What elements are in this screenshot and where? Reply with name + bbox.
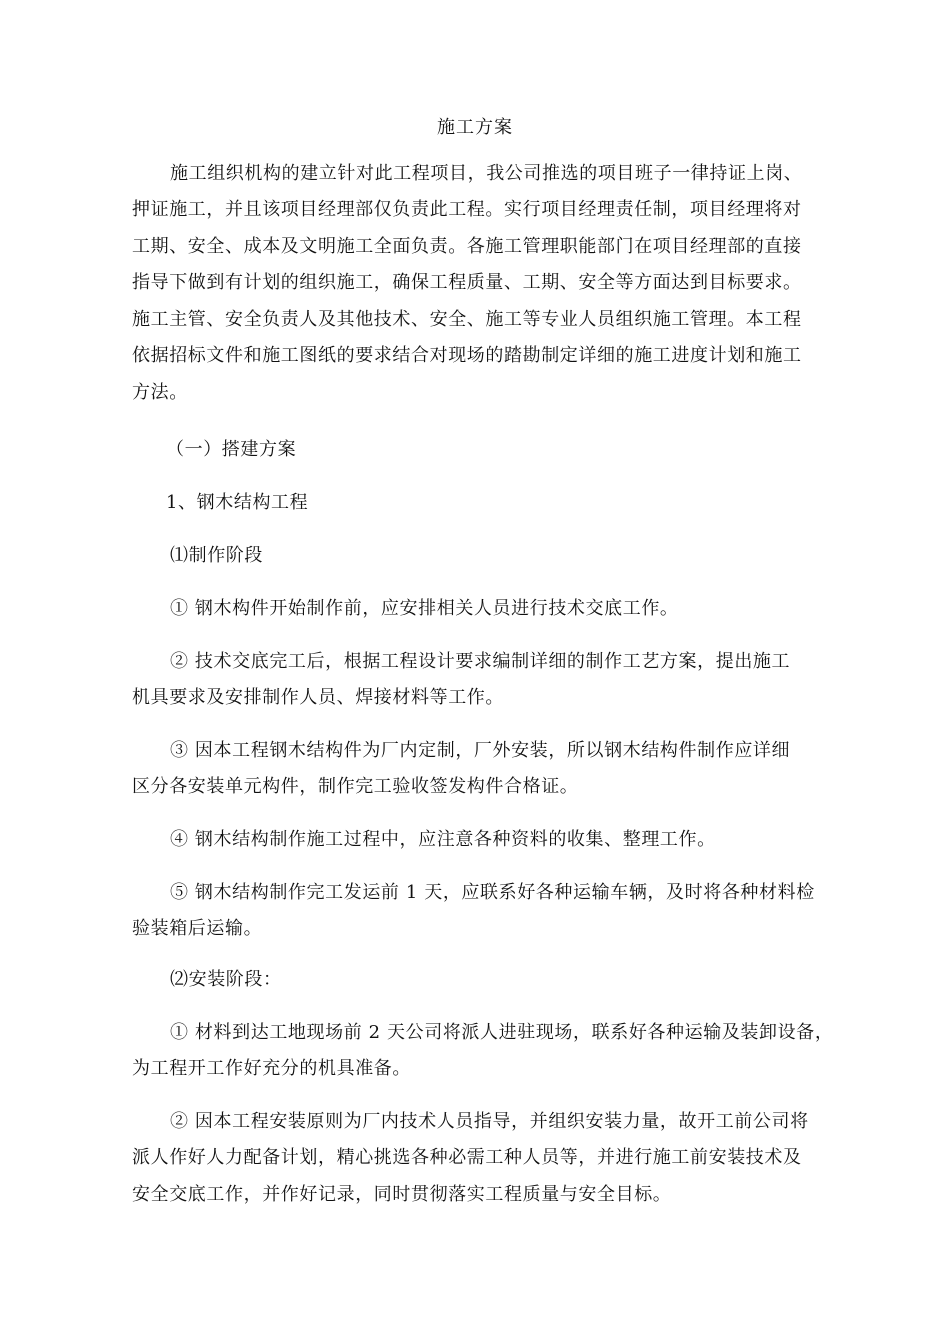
stage2-item-2-cont: 派人作好人力配备计划，精心挑选各种必需工种人员等，并进行施工前安装技术及	[132, 1147, 802, 1168]
intro-line: 依据招标文件和施工图纸的要求结合对现场的踏勘制定详细的施工进度计划和施工	[132, 345, 802, 366]
stage2-item-1-cont: 为工程开工作好充分的机具准备。	[132, 1058, 411, 1079]
intro-line: 押证施工，并且该项目经理部仅负责此工程。实行项目经理责任制，项目经理将对	[132, 199, 802, 220]
intro-line: 方法。	[132, 382, 188, 403]
stage1-heading: ⑴制作阶段	[170, 545, 263, 566]
stage1-item-3: ③ 因本工程钢木结构件为厂内定制，厂外安装，所以钢木结构件制作应详细	[170, 740, 791, 761]
stage2-item-1: ① 材料到达工地现场前 2 天公司将派人进驻现场，联系好各种运输及装卸设备，	[170, 1022, 834, 1043]
intro-line: 工期、安全、成本及文明施工全面负责。各施工管理职能部门在项目经理部的直接	[132, 236, 802, 257]
stage1-item-3-cont: 区分各安装单元构件，制作完工验收签发构件合格证。	[132, 776, 579, 797]
stage1-item-1: ① 钢木构件开始制作前，应安排相关人员进行技术交底工作。	[170, 598, 679, 619]
stage2-item-2: ② 因本工程安装原则为厂内技术人员指导，并组织安装力量，故开工前公司将	[170, 1111, 809, 1132]
stage1-item-2: ② 技术交底完工后，根据工程设计要求编制详细的制作工艺方案，提出施工	[170, 651, 791, 672]
subsection-heading: 1、钢木结构工程	[166, 492, 309, 513]
stage1-item-5: ⑤ 钢木结构制作完工发运前 1 天，应联系好各种运输车辆，及时将各种材料检	[170, 882, 815, 903]
stage1-item-2-cont: 机具要求及安排制作人员、焊接材料等工作。	[132, 687, 504, 708]
intro-line: 指导下做到有计划的组织施工，确保工程质量、工期、安全等方面达到目标要求。	[132, 272, 802, 293]
intro-line: 施工主管、安全负责人及其他技术、安全、施工等专业人员组织施工管理。本工程	[132, 309, 802, 330]
stage1-item-4: ④ 钢木结构制作施工过程中，应注意各种资料的收集、整理工作。	[170, 829, 716, 850]
stage1-item-5-cont: 验装箱后运输。	[132, 918, 263, 939]
stage2-heading: ⑵安装阶段：	[170, 969, 282, 990]
page-title: 施工方案	[437, 117, 513, 138]
section-heading: （一）搭建方案	[166, 439, 297, 460]
stage2-item-2-cont: 安全交底工作，并作好记录，同时贯彻落实工程质量与安全目标。	[132, 1184, 672, 1205]
intro-line: 施工组织机构的建立针对此工程项目，我公司推选的项目班子一律持证上岗、	[170, 163, 803, 184]
